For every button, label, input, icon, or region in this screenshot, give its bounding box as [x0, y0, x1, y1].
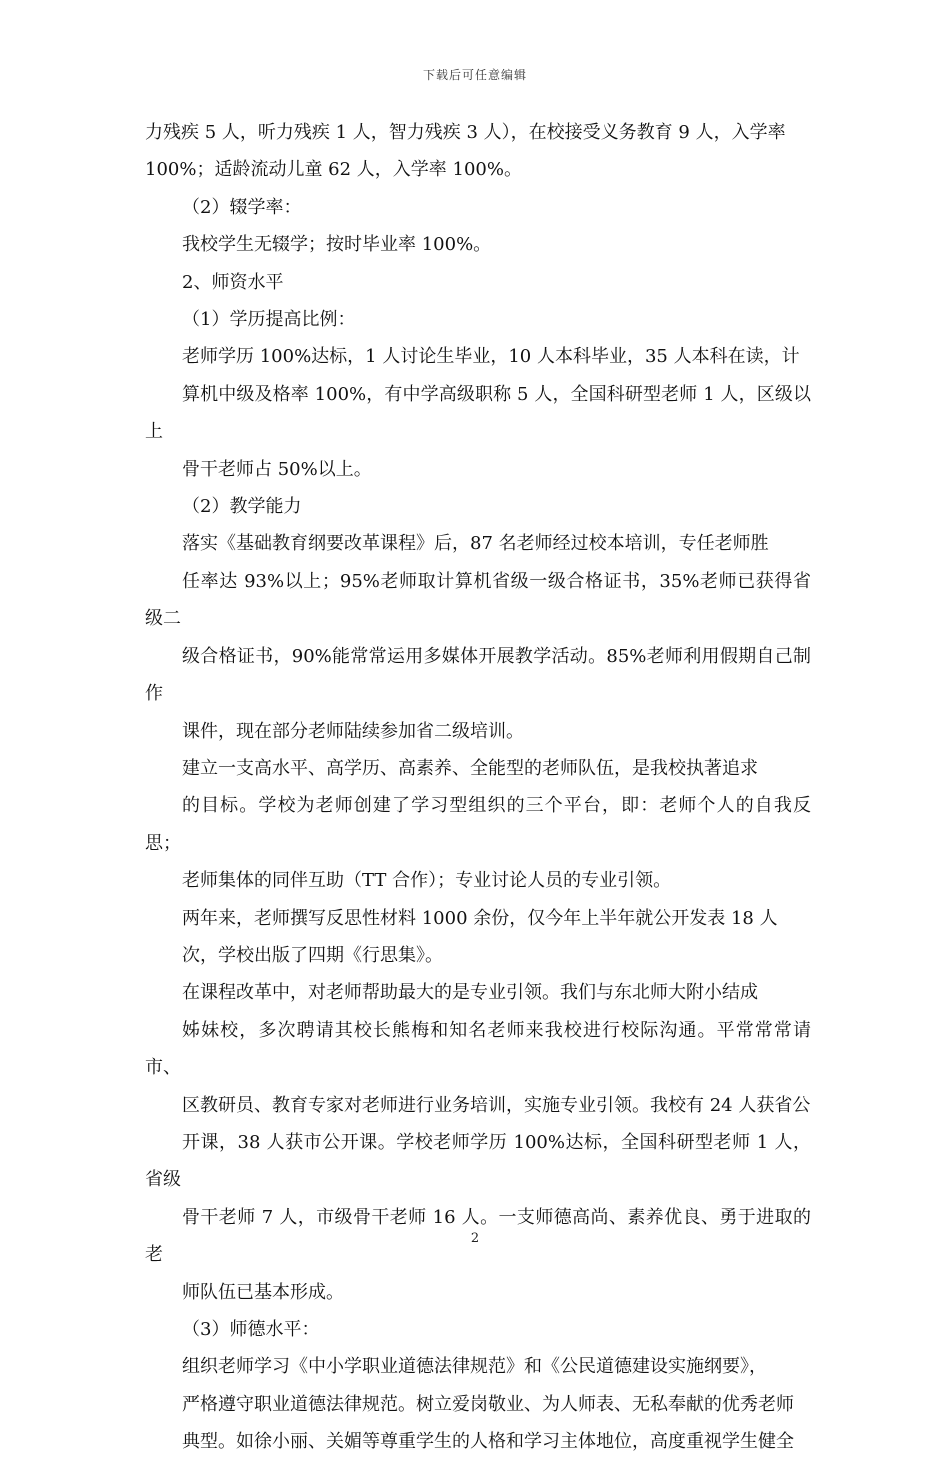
- text-line: 任率达 93%以上；95%老师取计算机省级一级合格证书，35%老师已获得省级二: [145, 570, 811, 630]
- text-line: 算机中级及格率 100%，有中学高级职称 5 人，全国科研型老师 1 人，区级以上: [145, 383, 811, 443]
- text-line: 建立一支高水平、高学历、高素养、全能型的老师队伍，是我校执著追求: [182, 757, 758, 779]
- text-line: （2）教学能力: [182, 496, 302, 518]
- text-line: 姊妹校，多次聘请其校长熊梅和知名老师来我校进行校际沟通。平常常常请市、: [145, 1019, 811, 1079]
- text-line: 在课程改革中，对老师帮助最大的是专业引领。我们与东北师大附小结成: [182, 982, 758, 1004]
- text-line: 骨干老师占 50%以上。: [182, 458, 372, 480]
- paragraph: [145, 488, 811, 525]
- text-line: 典型。如徐小丽、关媚等尊重学生的人格和学习主体地位，高度重视学生健全: [182, 1431, 794, 1453]
- text-line: （3）师德水平：: [182, 1319, 320, 1340]
- text-line: 区教研员、教育专家对老师进行业务培训，实施专业引领。我校有 24 人获省公: [182, 1094, 811, 1116]
- text-line: 老师学历 100%达标，1 人讨论生毕业，10 人本科毕业，35 人本科在读，计: [182, 346, 800, 368]
- text-line: 师队伍已基本形成。: [182, 1281, 344, 1303]
- text-line: 严格遵守职业道德法律规范。树立爱岗敬业、为人师表、无私奉献的优秀老师: [182, 1393, 794, 1415]
- text-line: 两年来，老师撰写反思性材料 1000 余份，仅今年上半年就公开发表 18 人: [182, 907, 778, 929]
- paragraph: [145, 1311, 811, 1348]
- text-line: 课件，现在部分老师陆续参加省二级培训。: [182, 720, 524, 742]
- paragraph: [145, 1348, 811, 1460]
- paragraph: [145, 301, 811, 338]
- paragraph: [145, 264, 811, 301]
- text-line: 组织老师学习《中小学职业道德法律规范》和《公民道德建设实施纲要》，: [182, 1356, 767, 1378]
- text-line: 100%；适龄流动儿童 62 人，入学率 100%。: [145, 159, 522, 181]
- text-line: 落实《基础教育纲要改革课程》后，87 名老师经过校本培训，专任老师胜: [182, 533, 769, 555]
- page-header: 下载后可任意编辑: [422, 68, 527, 82]
- paragraph: [145, 226, 811, 263]
- text-line: 开课，38 人获市公开课。学校老师学历 100%达标，全国科研型老师 1 人，省级: [145, 1131, 811, 1191]
- text-line: 的目标。学校为老师创建了学习型组织的三个平台，即：老师个人的自我反思；: [145, 795, 811, 854]
- text-line: （1）学历提高比例：: [182, 309, 356, 331]
- page-number: 2: [470, 1231, 480, 1246]
- text-line: 老师集体的同伴互助（TT 合作）；专业讨论人员的专业引领。: [182, 870, 672, 892]
- paragraph: [145, 525, 811, 749]
- text-line: 我校学生无辍学；按时毕业率 100%。: [182, 234, 492, 256]
- paragraph: [145, 114, 811, 189]
- text-line: 2、师资水平: [182, 271, 284, 293]
- document-body: [145, 114, 811, 1461]
- text-line: （2）辍学率：: [182, 196, 302, 218]
- text-line: 级合格证书，90%能常常运用多媒体开展教学活动。85%老师利用假期自己制作: [145, 645, 811, 705]
- text-line: 骨干老师 7 人，市级骨干老师 16 人。一支师德高尚、素养优良、勇于进取的老: [145, 1206, 811, 1266]
- text-line: 次，学校出版了四期《行思集》。: [182, 944, 443, 966]
- paragraph: [145, 189, 811, 226]
- paragraph: [145, 900, 811, 975]
- paragraph: [145, 750, 811, 900]
- text-line: 力残疾 5 人，听力残疾 1 人，智力残疾 3 人），在校接受义务教育 9 人，入学率: [145, 122, 786, 143]
- paragraph: [145, 338, 811, 488]
- paragraph: [145, 974, 811, 1311]
